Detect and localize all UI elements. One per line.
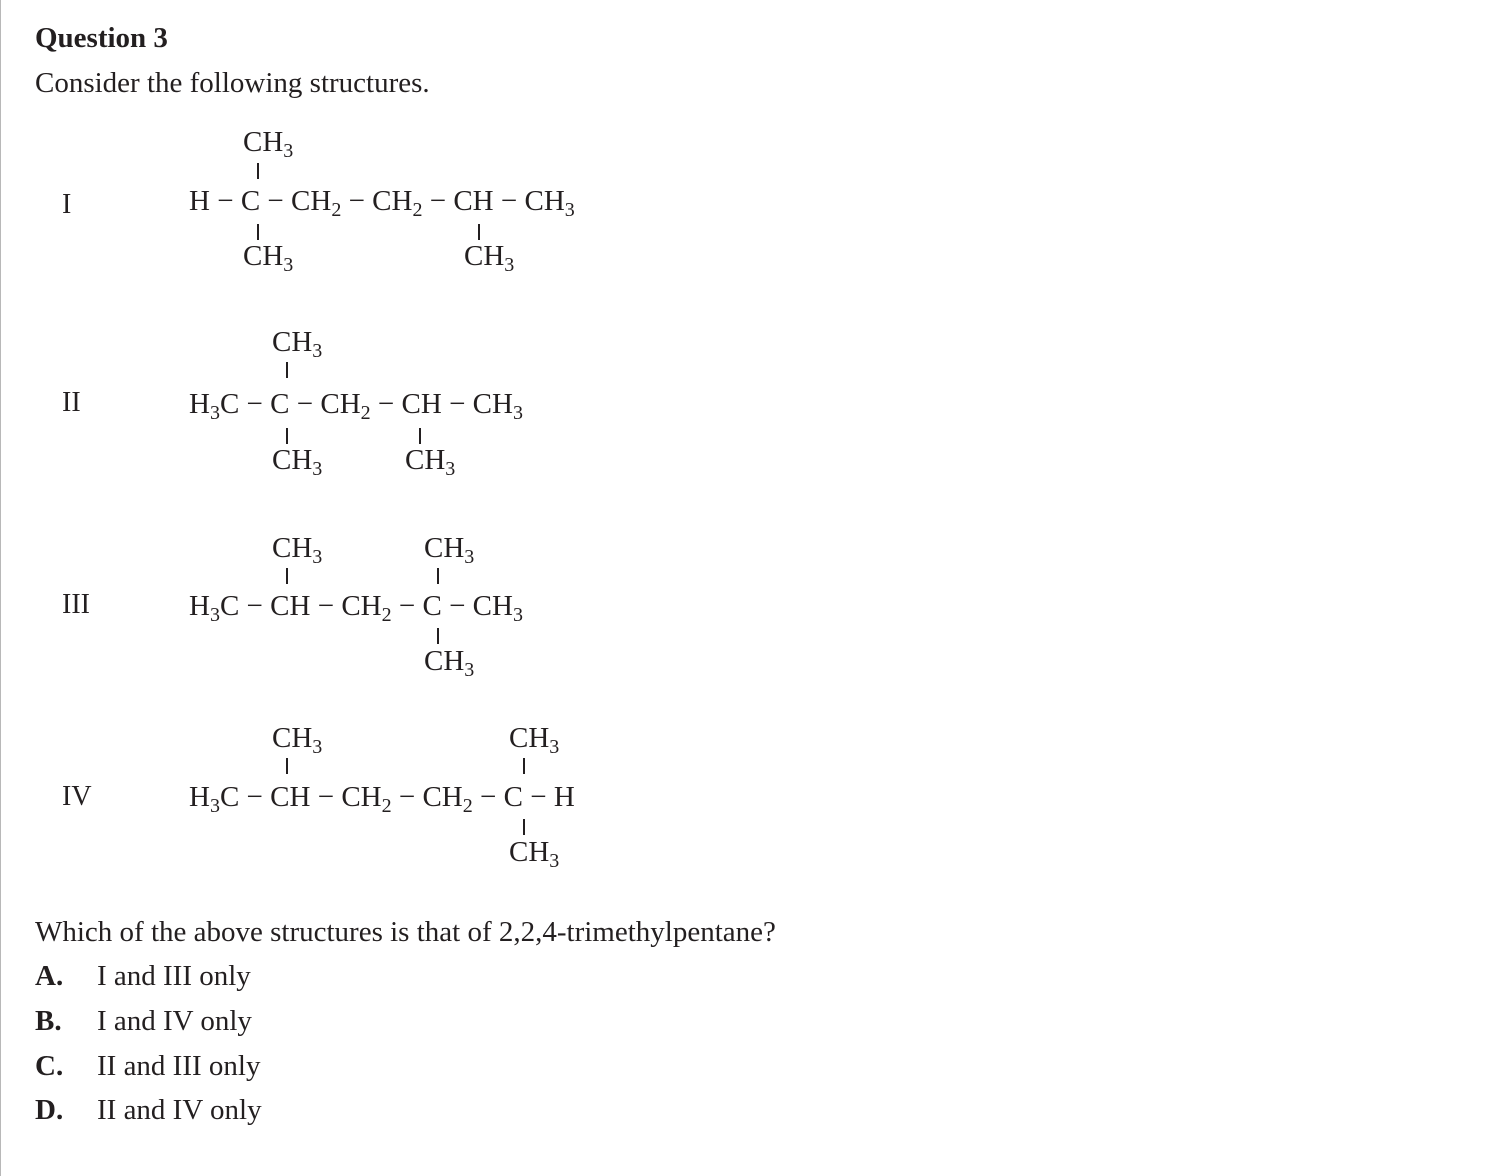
top-methyl-group: $CH_3$ bbox=[509, 722, 560, 758]
structure-label: IV bbox=[62, 781, 92, 812]
bond-line bbox=[437, 628, 439, 644]
structure-label: III bbox=[62, 589, 90, 620]
main-chain: $H_3C$ − CH − $CH_2 - CH_2 - C - H$ bbox=[189, 781, 575, 817]
bond-line bbox=[286, 758, 288, 774]
top-methyl-group: $CH_3$ bbox=[272, 532, 323, 568]
bottom-methyl-group: $CH_3$ bbox=[243, 240, 294, 276]
option-letter: A. bbox=[35, 960, 64, 992]
main-chain: $H_3C$ − CH − $CH_2 - C - CH_3$ bbox=[189, 590, 523, 626]
option-letter: D. bbox=[35, 1094, 64, 1126]
top-methyl-group: $CH_3$ bbox=[243, 126, 294, 162]
top-methyl-group: $CH_3$ bbox=[272, 722, 323, 758]
bond-line bbox=[437, 568, 439, 584]
top-methyl-group: $CH_3$ bbox=[424, 532, 475, 568]
bond-line bbox=[257, 224, 259, 240]
bond-line bbox=[478, 224, 480, 240]
bond-line bbox=[286, 568, 288, 584]
top-methyl-group: $CH_3$ bbox=[272, 326, 323, 362]
structure-label: I bbox=[62, 189, 72, 220]
option-text: II and IV only bbox=[97, 1094, 262, 1126]
bottom-methyl-group: $CH_3$ bbox=[509, 836, 560, 872]
bond-line bbox=[286, 428, 288, 444]
question-intro: Consider the following structures. bbox=[35, 67, 430, 99]
structure-label: II bbox=[62, 387, 81, 418]
option-text: I and III only bbox=[97, 960, 251, 992]
question-text: Which of the above structures is that of 2,2,4-trimethylpentane? bbox=[35, 916, 776, 948]
main-chain: $H_3C - C - CH_2$ − CH − $CH_3$ bbox=[189, 388, 523, 424]
bottom-methyl-group: $CH_3$ bbox=[405, 444, 456, 480]
bond-line bbox=[523, 819, 525, 835]
option-text: I and IV only bbox=[97, 1005, 252, 1037]
bottom-methyl-group: $CH_3$ bbox=[464, 240, 515, 276]
bottom-methyl-group: $CH_3$ bbox=[272, 444, 323, 480]
bond-line bbox=[286, 362, 288, 378]
bond-line bbox=[523, 758, 525, 774]
bond-line bbox=[257, 163, 259, 179]
option-text: II and III only bbox=[97, 1050, 261, 1082]
option-letter: B. bbox=[35, 1005, 62, 1037]
option-b[interactable] bbox=[35, 1007, 62, 1036]
option-c[interactable] bbox=[35, 1052, 63, 1081]
option-letter: C. bbox=[35, 1050, 64, 1082]
option-a[interactable] bbox=[35, 962, 63, 991]
page-border bbox=[0, 0, 1, 1176]
main-chain: $H - C - CH_2 - CH_2$ − CH − $CH_3$ bbox=[189, 185, 575, 221]
question-title: Question 3 bbox=[35, 22, 168, 54]
bond-line bbox=[419, 428, 421, 444]
option-d[interactable] bbox=[35, 1096, 63, 1125]
bottom-methyl-group: $CH_3$ bbox=[424, 645, 475, 681]
